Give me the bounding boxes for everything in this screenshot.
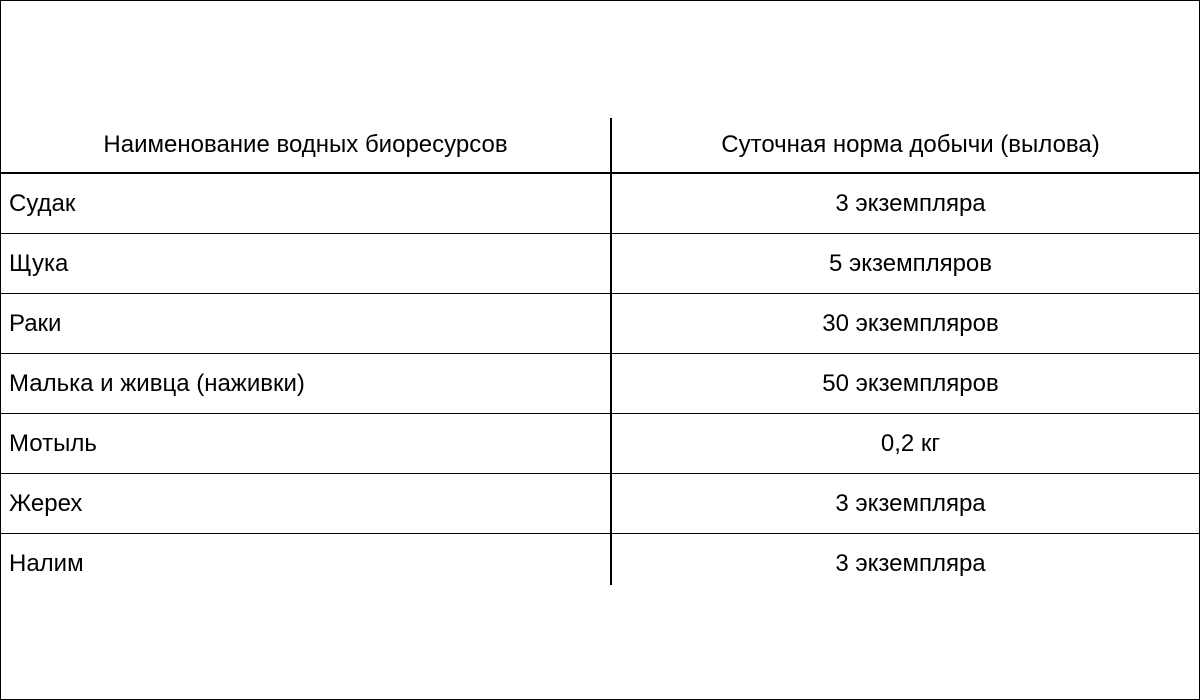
resource-name: Мотыль	[9, 429, 97, 457]
table-row	[1, 354, 1199, 414]
header-limit: Суточная норма добычи (вылова)	[721, 131, 1100, 158]
header-name: Наименование водных биоресурсов	[103, 131, 508, 158]
table-row	[1, 534, 1199, 593]
table-row	[1, 234, 1199, 294]
resource-name: Налим	[9, 549, 84, 577]
table-row	[1, 174, 1199, 234]
table-row	[1, 414, 1199, 474]
daily-limit: 50 экземпляров	[822, 369, 999, 397]
table-row	[1, 474, 1199, 534]
resource-name: Щука	[9, 249, 69, 277]
catch-limits-table	[1, 118, 1199, 593]
daily-limit: 5 экземпляров	[828, 249, 993, 277]
resource-name: Малька и живца (наживки)	[9, 369, 305, 397]
resource-name: Раки	[9, 309, 62, 337]
resource-name: Судак	[9, 189, 76, 217]
daily-limit: 0,2 кг	[880, 429, 941, 457]
table-header-row	[1, 118, 1199, 174]
daily-limit: 3 экземпляра	[835, 189, 986, 217]
daily-limit: 30 экземпляров	[822, 309, 999, 337]
resource-name: Жерех	[9, 489, 83, 517]
daily-limit: 3 экземпляра	[835, 489, 986, 517]
table-row	[1, 294, 1199, 354]
daily-limit: 3 экземпляра	[835, 549, 986, 577]
